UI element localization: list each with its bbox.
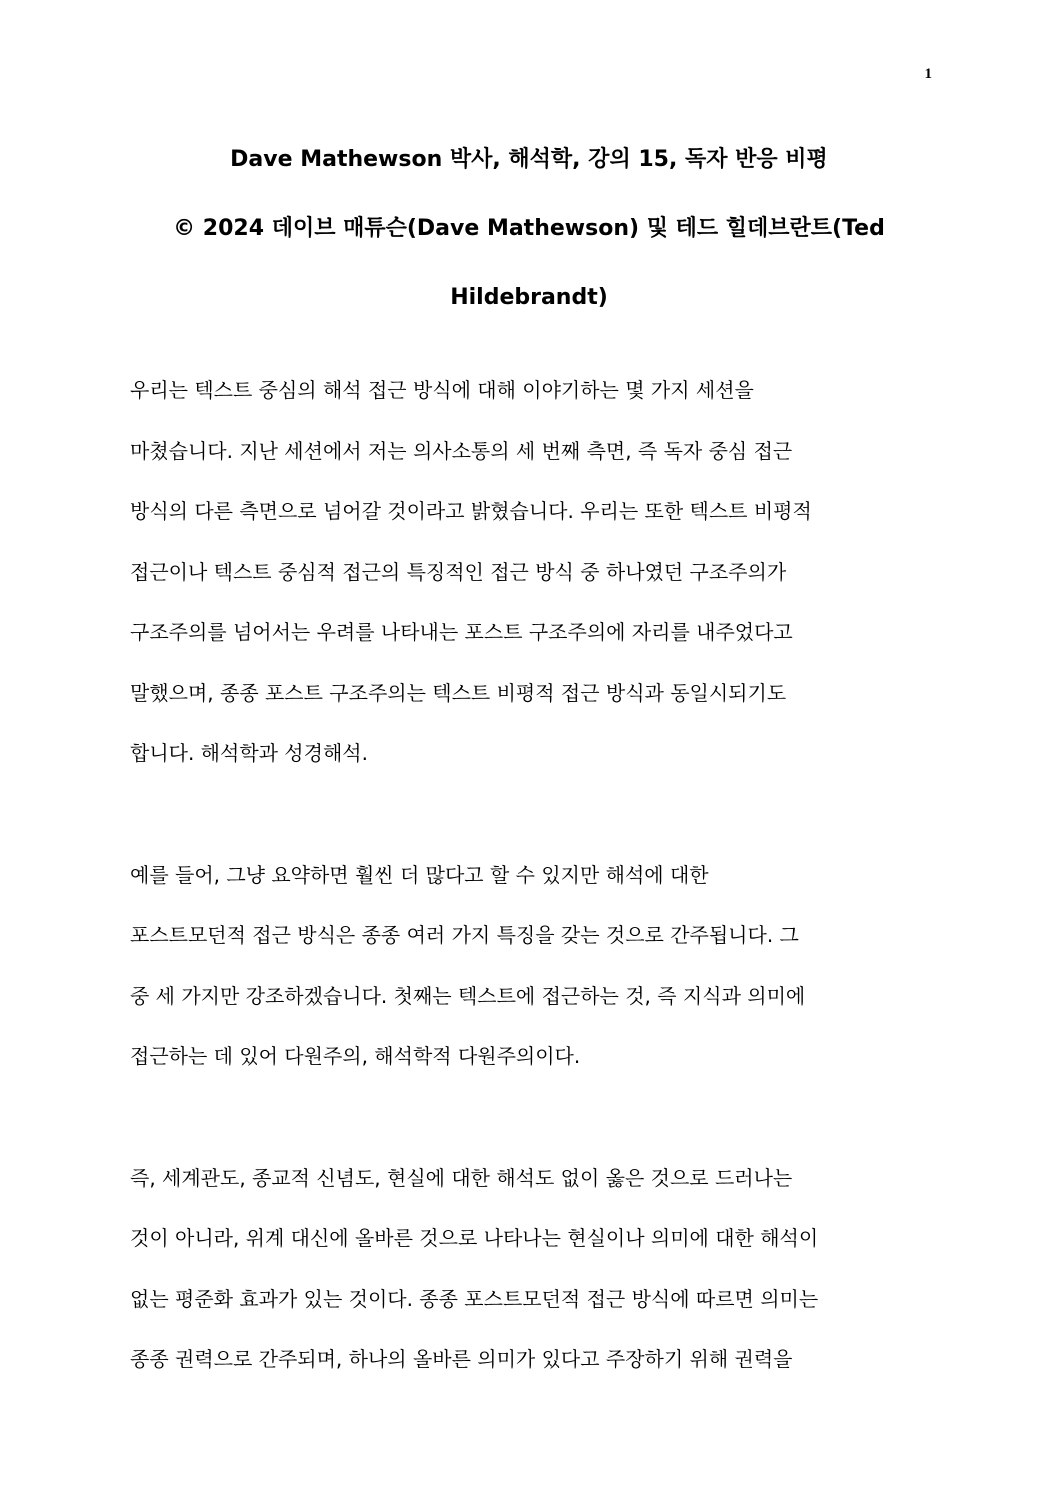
- text-line: 포스트모던적 접근 방식은 종종 여러 가지 특징을 갖는 것으로 간주됩니다. 그: [130, 923, 799, 947]
- text-line: 마쳤습니다. 지난 세션에서 저는 의사소통의 세 번째 측면, 즉 독자 중심 접근: [130, 438, 793, 463]
- text-line: 말했으며, 종종 포스트 구조주의는 텍스트 비평적 접근 방식과 동일시되기도: [130, 680, 787, 705]
- text-line: 즉, 세계관도, 종교적 신념도, 현실에 대한 해석도 없이 옳은 것으로 드러나는: [130, 1165, 793, 1190]
- paragraph-1: [130, 360, 930, 784]
- text-line: 것이 아니라, 위계 대신에 올바른 것으로 나타나는 현실이나 의미에 대한 해석이: [130, 1226, 819, 1250]
- text-line: 중 세 가지만 강조하겠습니다. 첫째는 텍스트에 접근하는 것, 즉 지식과 의미에: [130, 983, 806, 1008]
- text-line: 우리는 텍스트 중심의 해석 접근 방식에 대해 이야기하는 몇 가지 세션을: [130, 378, 754, 402]
- text-line: 구조주의를 넘어서는 우려를 나타내는 포스트 구조주의에 자리를 내주었다고: [130, 620, 793, 644]
- text-line: 접근하는 데 있어 다원주의, 해석학적 다원주의이다.: [130, 1044, 581, 1068]
- text-line: 종종 권력으로 간주되며, 하나의 올바른 의미가 있다고 주장하기 위해 권력을: [130, 1347, 793, 1371]
- title-line-2: © 2024 데이브 매튜슨(Dave Mathewson) 및 테드 힐데브란트(Ted: [173, 216, 885, 241]
- title-line-3: Hildebrandt): [450, 285, 608, 310]
- paragraph-2: [130, 845, 930, 1087]
- text-line: 예를 들어, 그냥 요약하면 훨씬 더 많다고 할 수 있지만 해석에 대한: [130, 862, 709, 887]
- document-title: [110, 125, 948, 332]
- page-number: 1: [924, 66, 932, 82]
- document-body: [130, 360, 930, 1451]
- text-line: 방식의 다른 측면으로 넘어갈 것이라고 밝혔습니다. 우리는 또한 텍스트 비평적: [130, 499, 812, 523]
- text-line: 접근이나 텍스트 중심적 접근의 특징적인 접근 방식 중 하나였던 구조주의가: [130, 559, 787, 584]
- paragraph-3: [130, 1148, 930, 1390]
- text-line: 없는 평준화 효과가 있는 것이다. 종종 포스트모던적 접근 방식에 따르면 의미는: [130, 1286, 819, 1311]
- text-line: 합니다. 해석학과 성경해석.: [130, 741, 368, 765]
- title-line-1: Dave Mathewson 박사, 해석학, 강의 15, 독자 반응 비평: [230, 147, 828, 172]
